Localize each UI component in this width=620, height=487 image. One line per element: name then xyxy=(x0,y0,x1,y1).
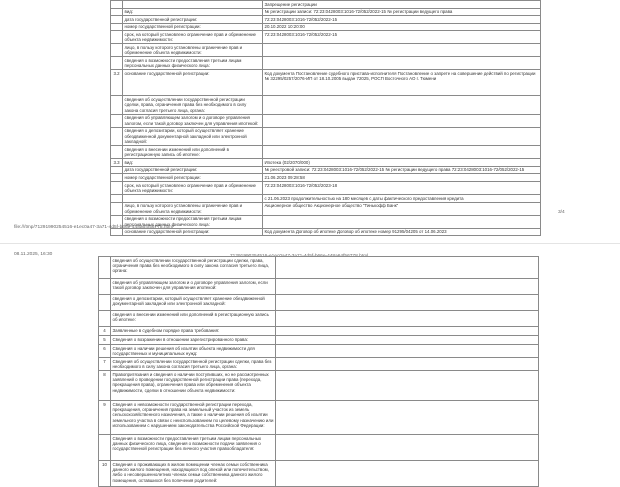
table-row xyxy=(111,96,541,114)
row-value xyxy=(276,435,539,461)
table-row xyxy=(99,461,539,487)
print-date: 08.11.2025, 16:30 xyxy=(14,252,53,257)
row-number xyxy=(99,295,111,311)
row-label xyxy=(123,194,263,202)
row-number xyxy=(111,16,123,24)
row-number xyxy=(99,279,111,295)
register-table-bottom xyxy=(98,256,539,487)
row-label: лицо, в пользу которого установлены ограничение прав и обременение объекта недвижимости: xyxy=(123,44,263,57)
row-value: Акционерное общество Акционерное общество "Тинькофф Банк" xyxy=(263,202,541,215)
row-label: сведения о внесении изменений или дополнений в регистрационную запись об ипотеке: xyxy=(123,146,263,159)
table-row xyxy=(111,159,541,167)
row-number: 5 xyxy=(99,336,111,345)
table-row xyxy=(99,336,539,345)
row-label: номер государственной регистрации: xyxy=(123,23,263,31)
table-row xyxy=(111,57,541,70)
row-label: сведения о депозитарии, который осуществляет хранение обездвиженной документарной закладной или электронной закладной: xyxy=(111,295,276,311)
row-value xyxy=(276,327,539,336)
page-separator xyxy=(0,243,620,244)
row-number: 3.2 xyxy=(111,70,123,96)
table-row xyxy=(111,146,541,159)
row-label: сведения об управляющем залогом и о договоре управления залогом, если такой договор заключен для управления ипотекой: xyxy=(123,114,263,127)
row-number xyxy=(111,181,123,194)
row-number xyxy=(99,435,111,461)
row-label: дата государственной регистрации: xyxy=(123,166,263,174)
table-row xyxy=(111,23,541,31)
row-value: 20.10.2022 10:20:00 xyxy=(263,23,541,31)
row-label: номер государственной регистрации: xyxy=(123,174,263,182)
row-label: сведения об управляющем залогом и о договоре управления залогом, если такой договор заключен для управления ипотекой: xyxy=(111,279,276,295)
table-row xyxy=(111,1,541,9)
row-value xyxy=(263,215,541,228)
row-value xyxy=(263,127,541,145)
page-number: 3/4 xyxy=(558,210,565,215)
row-value xyxy=(263,114,541,127)
row-value xyxy=(276,311,539,327)
row-number xyxy=(99,311,111,327)
row-value: с 21.06.2023 продолжительностью на 180 месяцев с даты фактического предоставления кредита xyxy=(263,194,541,202)
row-number: 8 xyxy=(99,371,111,401)
register-table-top xyxy=(110,0,541,236)
table-row xyxy=(111,114,541,127)
table-row xyxy=(111,127,541,145)
row-label: сведения об осуществлении государственной регистрации сделки, права, ограничения права без необходимого в силу закона согласия третьего лица, органа: xyxy=(111,257,276,279)
table-row xyxy=(111,228,541,236)
row-value xyxy=(276,336,539,345)
row-value: № регистрации записи: 72:23:0428003:1016-72/052/2022-15 № регистрации ведущего права xyxy=(263,8,541,16)
table-row xyxy=(99,371,539,401)
table-row xyxy=(111,174,541,182)
row-number xyxy=(111,202,123,215)
document-page-3 xyxy=(0,0,620,235)
row-number xyxy=(111,57,123,70)
row-label: сведения о внесении изменений или дополнений в регистрационную запись об ипотеке: xyxy=(111,311,276,327)
row-value xyxy=(276,401,539,435)
row-value xyxy=(276,461,539,487)
table-row xyxy=(111,44,541,57)
table-row xyxy=(99,401,539,435)
table-row xyxy=(111,181,541,194)
row-label: Сведения об осуществлении государственной регистрации сделки, права без необходимого в силу закона согласия третьего лица, органа: xyxy=(111,358,276,371)
row-value xyxy=(276,295,539,311)
table-row xyxy=(111,70,541,96)
row-label: Сведения о возражении в отношении зарегистрированного права: xyxy=(111,336,276,345)
table-row xyxy=(99,295,539,311)
row-value xyxy=(276,358,539,371)
row-value: Ипотека (02/2070/000) xyxy=(263,159,541,167)
table-row xyxy=(111,8,541,16)
table-row xyxy=(111,166,541,174)
row-number xyxy=(111,174,123,182)
row-label: дата государственной регистрации: xyxy=(123,16,263,24)
row-number: 3.3 xyxy=(111,159,123,167)
row-label: Заявленные в судебном порядке права требования: xyxy=(111,327,276,336)
row-label: сведения об осуществлении государственной регистрации сделки, права, ограничения права без необходимого в силу закона согласия третьего лица, органа: xyxy=(123,96,263,114)
row-number xyxy=(111,127,123,145)
table-row xyxy=(99,311,539,327)
row-value xyxy=(276,257,539,279)
row-number xyxy=(111,194,123,202)
row-label: Сведения о невозможности государственной регистрации перехода, прекращения, ограничения права на земельный участок из земель сельскохозяйственного назначения, а также о наличии решения об изъятии земельного участка в связи с неиспользованием по целевому назначению или использованием с нарушением законодательства Российской Федерации: xyxy=(111,401,276,435)
row-number: 4 xyxy=(99,327,111,336)
file-path-footer: file:///tmp/71291990254516-e1ec0a47-3a71-4d5f-b66e-448a64f56778.html xyxy=(14,225,173,230)
row-number: 6 xyxy=(99,345,111,358)
row-value: Запрещение регистрации xyxy=(263,1,541,9)
row-value xyxy=(276,345,539,358)
row-value xyxy=(263,96,541,114)
table-row xyxy=(99,345,539,358)
row-value xyxy=(263,146,541,159)
table-row xyxy=(111,215,541,228)
row-value xyxy=(263,57,541,70)
table-row xyxy=(99,257,539,279)
table-row xyxy=(111,202,541,215)
row-label: вид: xyxy=(123,8,263,16)
table-row xyxy=(111,31,541,44)
row-label: Сведения о наличии решения об изъятии объекта недвижимости для государственных и муниципальных нужд: xyxy=(111,345,276,358)
print-title: 71291990254516-e1ec0a47-3a71-4d5f-b66e-448a64f56778.html xyxy=(230,254,369,259)
row-value: 72:23:0428003:1016-72/052/2022-15 xyxy=(263,16,541,24)
table-row xyxy=(99,435,539,461)
row-label: вид: xyxy=(123,159,263,167)
row-number xyxy=(111,96,123,114)
row-value xyxy=(276,371,539,401)
row-label: Сведения о возможности предоставления третьим лицам персональных данных физического лица, сведения о возможности подачи заявления о государственной регистрации без личного участия правообладателя: xyxy=(111,435,276,461)
row-value: Код документа Договор об ипотеке Договор об ипотеке номер 91295/04205 от 14.06.2023 xyxy=(263,228,541,236)
row-number xyxy=(111,8,123,16)
row-number xyxy=(111,146,123,159)
table-row xyxy=(111,16,541,24)
row-number: 9 xyxy=(99,401,111,435)
row-number xyxy=(111,44,123,57)
row-number: 7 xyxy=(99,358,111,371)
row-label: срок, на который установлено ограничение прав и обременение объекта недвижимости: xyxy=(123,181,263,194)
row-label: Правопритязания и сведения о наличии поступивших, но не рассмотренных заявлений о проведении государственной регистрации права (перехода, прекращения права), ограничения права или обременения объекта недвижимости, сделки в отношении объекта недвижимости: xyxy=(111,371,276,401)
table-row xyxy=(99,279,539,295)
row-value xyxy=(263,44,541,57)
row-number xyxy=(111,31,123,44)
table-row xyxy=(99,327,539,336)
row-label: срок, на который установлено ограничение прав и обременение объекта недвижимости: xyxy=(123,31,263,44)
row-label: основание государственной регистрации: xyxy=(123,70,263,96)
row-value: № реестровой записи: 72:23:0428003:1016-72/052/2022-15 № регистрации ведущего права 72:23:0428003:1016-72/052/2022-15 xyxy=(263,166,541,174)
row-value: Код документа Постановление судебного пристава-исполнителя Постановление о запрете на совершение действий по регистрации № 32295/0257/2076-ИП от 18.10.2005 выдан 72025, РОСП Восточного АО г. Тюмени xyxy=(263,70,541,96)
table-row xyxy=(99,358,539,371)
row-label: сведения о депозитарии, который осуществляет хранение обездвиженной документарной закладной или электронной закладной: xyxy=(123,127,263,145)
row-label: основание государственной регистрации: xyxy=(123,228,263,236)
row-label: сведения о возможности предоставления третьим лицам персональных данных физического лица: xyxy=(123,57,263,70)
row-number xyxy=(111,1,123,9)
document-page-4 xyxy=(0,246,620,483)
row-label: Сведения о проживающих в жилом помещении членах семьи собственника данного жилого помещения, находящихся под опекой или попечительством, либо о несовершеннолетних членах семьи собственника данного жилого помещения, оставшихся без попечения родителей: xyxy=(111,461,276,487)
row-label: сведения о возможности предоставления третьим лицам персональных данных физического лица: xyxy=(123,215,263,228)
row-label: лицо, в пользу которого установлены ограничение прав и обременение объекта недвижимости: xyxy=(123,202,263,215)
row-number xyxy=(111,23,123,31)
row-value: 72:23:0428003:1016-72/052/2023-18 xyxy=(263,181,541,194)
row-number xyxy=(99,257,111,279)
row-number xyxy=(111,166,123,174)
row-label xyxy=(123,1,263,9)
row-number xyxy=(111,114,123,127)
row-value: 21.06.2023 09:28:58 xyxy=(263,174,541,182)
row-number: 10 xyxy=(99,461,111,487)
row-value: 72:23:0428003:1016-72/052/2022-15 xyxy=(263,31,541,44)
row-value xyxy=(276,279,539,295)
table-row xyxy=(111,194,541,202)
